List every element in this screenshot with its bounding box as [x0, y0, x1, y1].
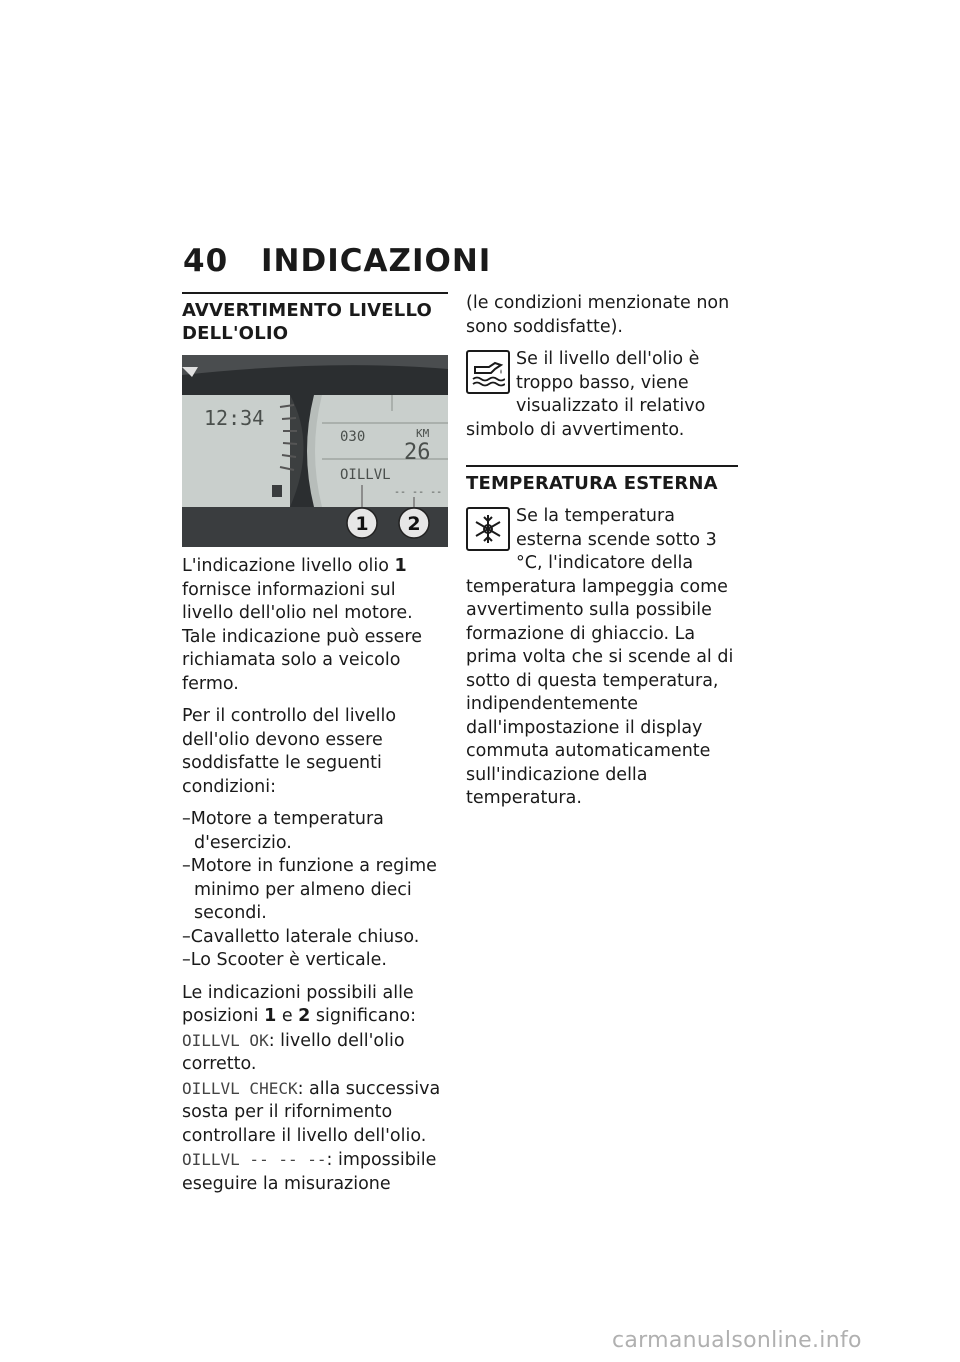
- lcd-time: 12:34: [204, 406, 265, 430]
- list-item: – Motore a temperatura d'esercizio.: [182, 808, 448, 855]
- watermark: carmanualsonline.info: [612, 1328, 862, 1353]
- lcd-unit: KM: [416, 427, 430, 440]
- dashboard-illustration: [182, 355, 448, 547]
- list-item: – Lo Scooter è verticale.: [182, 949, 448, 973]
- temperature-paragraph: Se la temperatura esterna scende sotto 3 °C, l'indicatore della temperatura lampeggia come avvertimento sulla possibile formazione di ghiaccio. La prima volta che si scende al di sotto di questa temperatura, indipendentemente dall'impostazione il display commuta automaticamente sull'indicazione della temperatura.: [466, 506, 734, 808]
- section-heading-oil: AVVERTIMENTO LIVELLO DELL'OLIO: [182, 300, 433, 344]
- option-ok: OILLVL OK: livello dell'olio corretto.: [182, 1030, 405, 1074]
- conditions-list: [182, 808, 448, 973]
- snowflake-icon: [466, 507, 510, 551]
- section-heading-temperature: TEMPERATURA ESTERNA: [466, 473, 718, 494]
- lcd-dashes: -- -- --: [394, 487, 443, 498]
- section-rule: [182, 292, 448, 294]
- conditions-continued: (le condizioni menzionate non sono soddisfatte).: [466, 293, 730, 337]
- page-number: 40: [183, 243, 229, 279]
- right-column: [466, 292, 738, 820]
- callout-1: 1: [355, 513, 369, 535]
- callout-2: 2: [407, 513, 421, 535]
- oil-indicator-paragraph: L'indicazione livello olio 1 fornisce informazioni sul livello dell'olio nel motore. Tale indicazione può essere richiamata solo a veicolo fermo.: [182, 556, 422, 694]
- lcd-odo: 030: [340, 429, 366, 445]
- oil-warning-paragraph: Se il livello dell'olio è troppo basso, viene visualizzato il relativo simbolo di avvertimento.: [466, 349, 706, 440]
- option-dashes: OILLVL -- -- --: impossibile eseguire la misurazione: [182, 1150, 437, 1194]
- lcd-value: 26: [404, 440, 431, 465]
- list-item: – Motore in funzione a regime minimo per almeno dieci secondi.: [182, 855, 448, 926]
- option-check: OILLVL CHECK: alla successiva sosta per il rifornimento controllare il livello dell'olio.: [182, 1078, 441, 1146]
- page-header: [183, 243, 491, 279]
- conditions-intro: Per il controllo del livello dell'olio devono essere soddisfatte le seguenti condizioni:: [182, 706, 397, 797]
- dashboard-figure: [182, 355, 448, 547]
- section-rule: [466, 465, 738, 467]
- positions-paragraph: Le indicazioni possibili alle posizioni 1 e 2 significano:: [182, 982, 417, 1026]
- list-item: – Cavalletto laterale chiuso.: [182, 926, 448, 950]
- page-title: INDICAZIONI: [261, 243, 492, 279]
- oil-level-warning-icon: [466, 350, 510, 394]
- left-column: [182, 292, 448, 1196]
- lcd-oil: OILLVL: [340, 467, 391, 483]
